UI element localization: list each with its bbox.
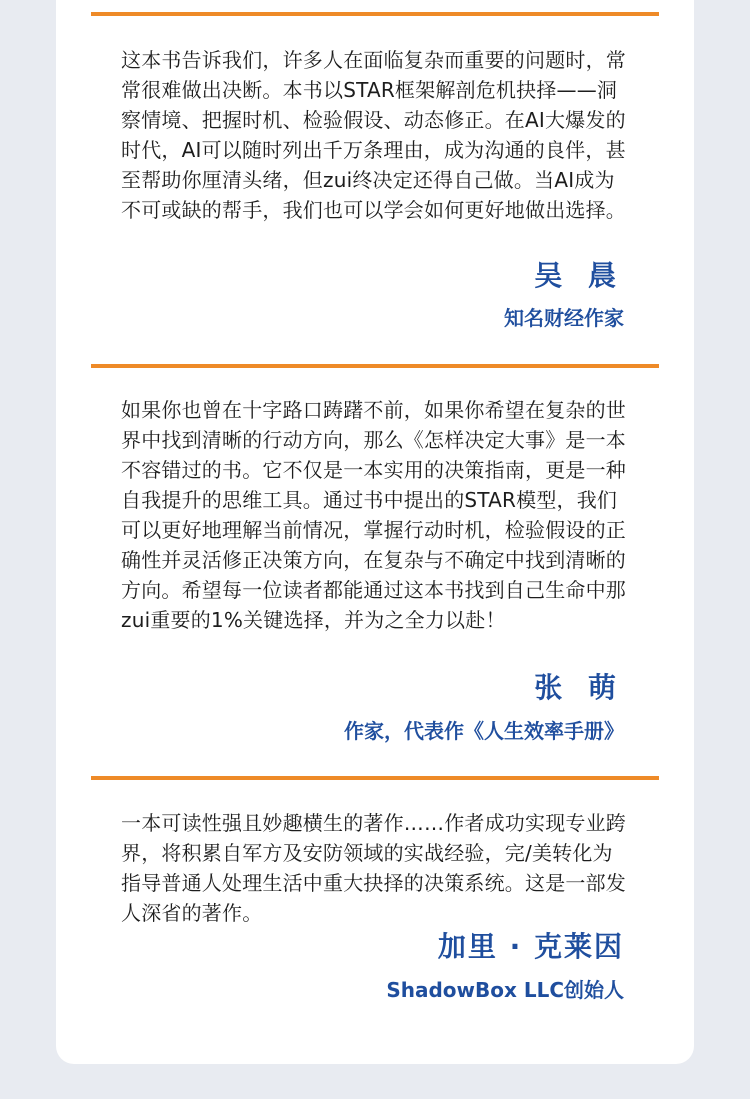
endorsement-quote: 如果你也曾在十字路口踌躇不前，如果你希望在复杂的世界中找到清晰的行动方向，那么《怎样决定大事》是一本不容错过的书。它不仅是一本实用的决策指南，更是一种自我提升的思维工具。通过书中提出的STAR模型，我们可以更好地理解当前情况，掌握行动时机，检验假设的正确性并灵活修正决策方向，在复杂与不确定中找到清晰的方向。希望每一位读者都能通过这本书找到自己生命中那zui重要的1%关键选择，并为之全力以赴！ bbox=[121, 398, 626, 632]
endorsement-quote: 这本书告诉我们，许多人在面临复杂而重要的问题时，常常很难做出决断。本书以STAR框架解剖危机抉择——洞察情境、把握时机、检验假设、动态修正。在AI大爆发的时代，AI可以随时列出千万条理由，成为沟通的良伴，甚至帮助你厘清头绪，但zui终决定还得自己做。当AI成为不可或缺的帮手，我们也可以学会如何更好地做出选择。 bbox=[121, 48, 626, 222]
endorsement-author-role: 知名财经作家 bbox=[504, 306, 624, 330]
section-divider bbox=[91, 364, 659, 368]
section-divider bbox=[91, 776, 659, 780]
endorsement-author-role: 作家，代表作《人生效率手册》 bbox=[344, 719, 624, 743]
endorsement-author: 张 萌 bbox=[534, 671, 624, 704]
section-divider bbox=[91, 12, 659, 16]
endorsement-quote: 一本可读性强且妙趣横生的著作……作者成功实现专业跨界，将积累自军方及安防领域的实战经验，完/美转化为指导普通人处理生活中重大抉择的决策系统。这是一部发人深省的著作。 bbox=[121, 811, 626, 925]
endorsement-author: 加里 · 克莱因 bbox=[437, 930, 624, 963]
endorsement-author-role: ShadowBox LLC创始人 bbox=[386, 978, 624, 1002]
endorsement-author: 吴 晨 bbox=[534, 259, 624, 292]
